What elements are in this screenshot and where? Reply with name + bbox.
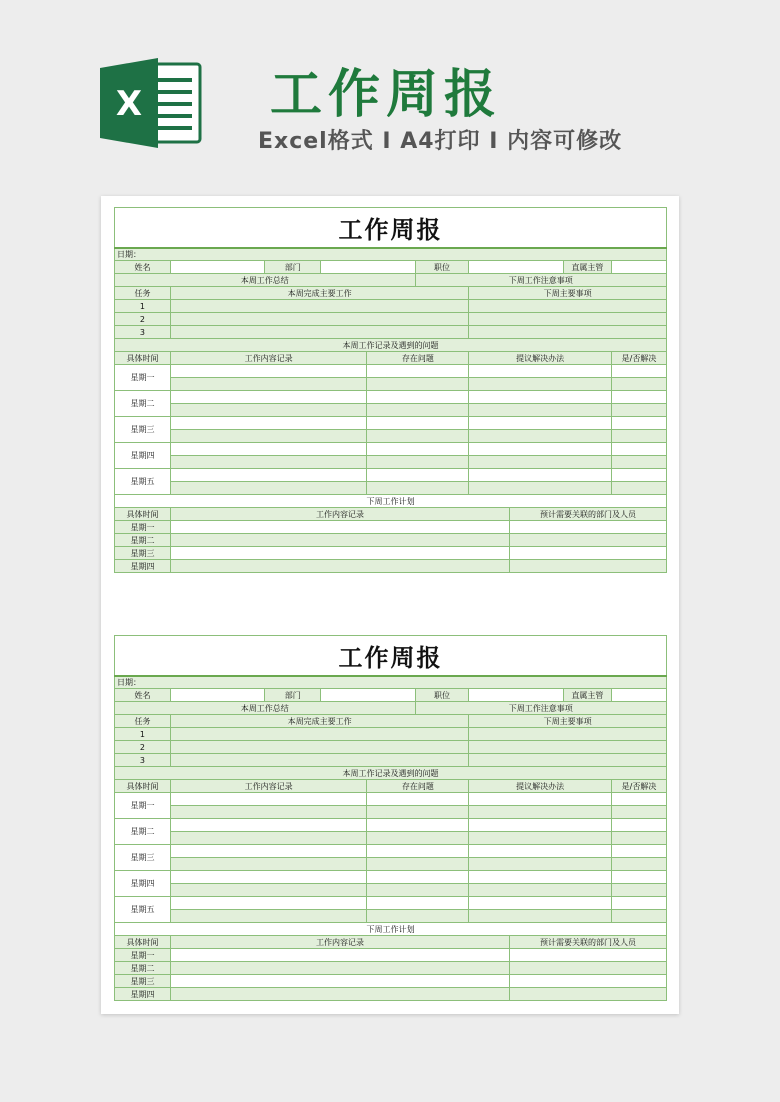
completed-label: 本周完成主要工作 [170,287,468,300]
problem-cell[interactable] [367,897,469,910]
resolved-cell[interactable] [611,897,666,910]
resolved-cell[interactable] [611,430,666,443]
dept-label: 部门 [265,689,321,702]
plan-people-label: 预计需要关联的部门及人员 [509,936,666,949]
next-main-label: 下周主要事项 [469,715,667,728]
next-notes-label: 下周工作注意事项 [415,702,666,715]
problem-cell[interactable] [367,391,469,404]
task-number: 2 [115,741,171,754]
plan-day-label: 星期二 [115,534,171,547]
problem-cell[interactable] [367,469,469,482]
plan-people-cell[interactable] [509,547,666,560]
problem-label: 存在问题 [367,352,469,365]
plan-content-cell[interactable] [170,962,509,975]
plan-people-cell[interactable] [509,962,666,975]
plan-people-cell[interactable] [509,560,666,573]
problem-cell[interactable] [367,482,469,495]
supervisor-label: 直属主管 [563,261,611,274]
solution-cell[interactable] [469,793,612,806]
supervisor-input[interactable] [611,689,666,702]
solution-cell[interactable] [469,897,612,910]
resolved-cell[interactable] [611,832,666,845]
plan-content-cell[interactable] [170,949,509,962]
record-cell[interactable] [170,910,366,923]
name-label: 姓名 [115,261,171,274]
dept-input[interactable] [321,261,415,274]
solution-cell[interactable] [469,884,612,897]
task-number: 1 [115,728,171,741]
problem-cell[interactable] [367,845,469,858]
weekday-label: 星期一 [115,365,171,391]
report-sheet [114,207,667,573]
solution-cell[interactable] [469,378,612,391]
resolved-cell[interactable] [611,806,666,819]
problem-cell[interactable] [367,443,469,456]
record-cell[interactable] [170,793,366,806]
position-label: 职位 [415,261,469,274]
record-cell[interactable] [170,884,366,897]
weekday-label: 星期一 [115,793,171,819]
problem-cell[interactable] [367,404,469,417]
plan-content-cell[interactable] [170,988,509,1001]
position-label: 职位 [415,689,469,702]
weekday-label: 星期二 [115,819,171,845]
plan-content-cell[interactable] [170,521,509,534]
plan-day-label: 星期一 [115,521,171,534]
resolved-cell[interactable] [611,482,666,495]
weekday-label: 星期三 [115,845,171,871]
task-next-cell[interactable] [469,754,667,767]
task-next-cell[interactable] [469,728,667,741]
problem-cell[interactable] [367,417,469,430]
problem-cell[interactable] [367,365,469,378]
weekday-label: 星期三 [115,417,171,443]
resolved-label: 是/否解决 [611,780,666,793]
record-cell[interactable] [170,871,366,884]
resolved-label: 是/否解决 [611,352,666,365]
solution-label: 提议解决办法 [469,780,612,793]
task-number: 1 [115,300,171,313]
plan-people-cell[interactable] [509,975,666,988]
solution-cell[interactable] [469,845,612,858]
record-cell[interactable] [170,858,366,871]
plan-people-cell[interactable] [509,949,666,962]
resolved-cell[interactable] [611,884,666,897]
plan-content-label: 工作内容记录 [170,936,509,949]
task-label: 任务 [115,287,171,300]
plan-day-label: 星期四 [115,560,171,573]
resolved-cell[interactable] [611,404,666,417]
resolved-cell[interactable] [611,443,666,456]
solution-cell[interactable] [469,404,612,417]
plan-section-label: 下周工作计划 [115,923,667,936]
plan-people-cell[interactable] [509,534,666,547]
name-input[interactable] [170,261,264,274]
excel-logo-icon [100,58,204,148]
solution-label: 提议解决办法 [469,352,612,365]
report-sheet [114,635,667,1001]
solution-cell[interactable] [469,832,612,845]
record-cell[interactable] [170,806,366,819]
plan-content-cell[interactable] [170,547,509,560]
problem-cell[interactable] [367,910,469,923]
task-next-cell[interactable] [469,313,667,326]
resolved-cell[interactable] [611,469,666,482]
record-cell[interactable] [170,469,366,482]
plan-section-label: 下周工作计划 [115,495,667,508]
report-title: 工作周报 [115,208,667,248]
record-cell[interactable] [170,845,366,858]
resolved-cell[interactable] [611,819,666,832]
record-cell[interactable] [170,482,366,495]
dept-label: 部门 [265,261,321,274]
plan-time-label: 具体时间 [115,508,171,521]
record-cell[interactable] [170,365,366,378]
resolved-cell[interactable] [611,793,666,806]
supervisor-label: 直属主管 [563,689,611,702]
resolved-cell[interactable] [611,871,666,884]
task-completed-cell[interactable] [170,741,468,754]
plan-day-label: 星期一 [115,949,171,962]
record-cell[interactable] [170,417,366,430]
report-table [114,635,667,1001]
solution-cell[interactable] [469,858,612,871]
record-cell[interactable] [170,443,366,456]
weekday-label: 星期四 [115,443,171,469]
date-field[interactable]: 日期： [115,676,667,689]
supervisor-input[interactable] [611,261,666,274]
problem-cell[interactable] [367,858,469,871]
record-cell[interactable] [170,430,366,443]
plan-content-label: 工作内容记录 [170,508,509,521]
record-section-label: 本周工作记录及遇到的问题 [115,339,667,352]
date-field[interactable]: 日期： [115,248,667,261]
solution-cell[interactable] [469,430,612,443]
plan-day-label: 星期三 [115,975,171,988]
dept-input[interactable] [321,689,415,702]
resolved-cell[interactable] [611,365,666,378]
resolved-cell[interactable] [611,391,666,404]
task-number: 3 [115,326,171,339]
task-number: 2 [115,313,171,326]
plan-content-cell[interactable] [170,975,509,988]
solution-cell[interactable] [469,871,612,884]
solution-cell[interactable] [469,456,612,469]
problem-cell[interactable] [367,871,469,884]
record-section-label: 本周工作记录及遇到的问题 [115,767,667,780]
record-cell[interactable] [170,378,366,391]
record-cell[interactable] [170,404,366,417]
name-label: 姓名 [115,689,171,702]
resolved-cell[interactable] [611,910,666,923]
task-next-cell[interactable] [469,300,667,313]
banner [0,0,780,190]
plan-day-label: 星期三 [115,547,171,560]
record-cell[interactable] [170,391,366,404]
resolved-cell[interactable] [611,417,666,430]
problem-cell[interactable] [367,378,469,391]
solution-cell[interactable] [469,910,612,923]
task-completed-cell[interactable] [170,326,468,339]
next-notes-label: 下周工作注意事项 [415,274,666,287]
summary-label: 本周工作总结 [115,274,416,287]
plan-people-label: 预计需要关联的部门及人员 [509,508,666,521]
task-completed-cell[interactable] [170,300,468,313]
solution-cell[interactable] [469,365,612,378]
problem-cell[interactable] [367,884,469,897]
task-next-cell[interactable] [469,741,667,754]
task-completed-cell[interactable] [170,313,468,326]
resolved-cell[interactable] [611,845,666,858]
position-input[interactable] [469,689,563,702]
solution-cell[interactable] [469,417,612,430]
plan-people-cell[interactable] [509,988,666,1001]
task-completed-cell[interactable] [170,728,468,741]
problem-cell[interactable] [367,819,469,832]
solution-cell[interactable] [469,443,612,456]
task-next-cell[interactable] [469,326,667,339]
problem-cell[interactable] [367,793,469,806]
record-cell[interactable] [170,819,366,832]
weekday-label: 星期五 [115,469,171,495]
content-label: 工作内容记录 [170,780,366,793]
weekday-label: 星期四 [115,871,171,897]
record-cell[interactable] [170,897,366,910]
summary-label: 本周工作总结 [115,702,416,715]
report-title: 工作周报 [115,636,667,676]
solution-cell[interactable] [469,391,612,404]
problem-cell[interactable] [367,832,469,845]
svg-text:X: X [115,84,143,124]
record-cell[interactable] [170,456,366,469]
plan-content-cell[interactable] [170,560,509,573]
plan-day-label: 星期二 [115,962,171,975]
resolved-cell[interactable] [611,378,666,391]
task-number: 3 [115,754,171,767]
problem-cell[interactable] [367,456,469,469]
solution-cell[interactable] [469,482,612,495]
problem-cell[interactable] [367,430,469,443]
task-label: 任务 [115,715,171,728]
plan-people-cell[interactable] [509,521,666,534]
time-label: 具体时间 [115,780,171,793]
record-cell[interactable] [170,832,366,845]
weekday-label: 星期五 [115,897,171,923]
problem-label: 存在问题 [367,780,469,793]
weekday-label: 星期二 [115,391,171,417]
solution-cell[interactable] [469,806,612,819]
content-label: 工作内容记录 [170,352,366,365]
task-completed-cell[interactable] [170,754,468,767]
plan-time-label: 具体时间 [115,936,171,949]
next-main-label: 下周主要事项 [469,287,667,300]
name-input[interactable] [170,689,264,702]
problem-cell[interactable] [367,806,469,819]
report-table [114,207,667,573]
position-input[interactable] [469,261,563,274]
completed-label: 本周完成主要工作 [170,715,468,728]
solution-cell[interactable] [469,819,612,832]
plan-content-cell[interactable] [170,534,509,547]
plan-day-label: 星期四 [115,988,171,1001]
resolved-cell[interactable] [611,858,666,871]
time-label: 具体时间 [115,352,171,365]
solution-cell[interactable] [469,469,612,482]
resolved-cell[interactable] [611,456,666,469]
page-title: 工作周报 [270,65,503,125]
page-subtitle: Excel格式 I A4打印 I 内容可修改 [258,129,623,154]
